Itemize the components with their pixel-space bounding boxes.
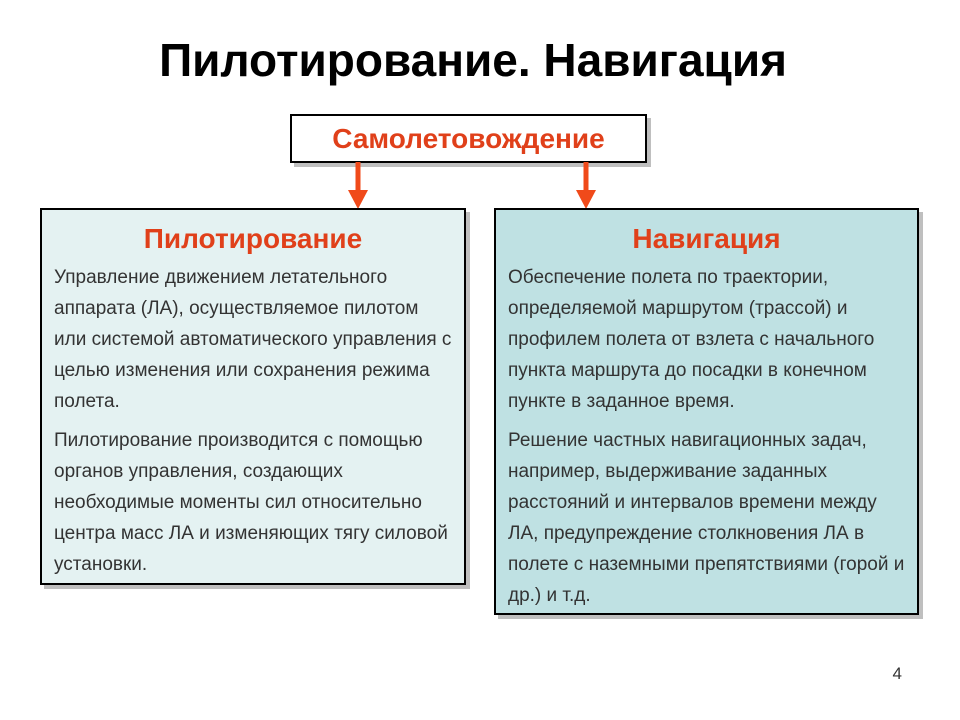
navigation-details: Решение частных навигационных задач, например, выдерживание заданных расстояний и интервалов времени между ЛА, предупреждение столкновения ЛА в полете с наземными препятствиями (горой и др.) и т.д. <box>508 430 905 606</box>
arrow-down-right-icon <box>576 162 596 210</box>
piloting-details: Пилотирование производится с помощью органов управления, создающих необходимые моменты сил относительно центра масс ЛА и изменяющих тягу силовой установки. <box>54 430 448 575</box>
navigation-definition: Обеспечение полета по траектории, определяемой маршрутом (трассой) и профилем полета от взлета с начального пункта маршрута до посадки в конечном пункте в заданное время. <box>508 267 875 412</box>
navigation-panel <box>494 208 919 615</box>
navigation-panel-title: Навигация <box>632 223 781 254</box>
piloting-definition: Управление движением летательного аппарата (ЛА), осуществляемое пилотом или системой автоматического управления с целью изменения или сохранения режима полета. <box>54 267 452 412</box>
root-node-samoletovozhdenie <box>290 114 647 163</box>
arrow-down-left-icon <box>348 162 368 210</box>
piloting-panel-title: Пилотирование <box>143 223 363 254</box>
page-number: 4 <box>892 664 902 683</box>
slide-title: Пилотирование. Навигация <box>159 34 787 86</box>
piloting-panel <box>40 208 466 585</box>
root-node-label: Самолетовождение <box>332 122 605 154</box>
